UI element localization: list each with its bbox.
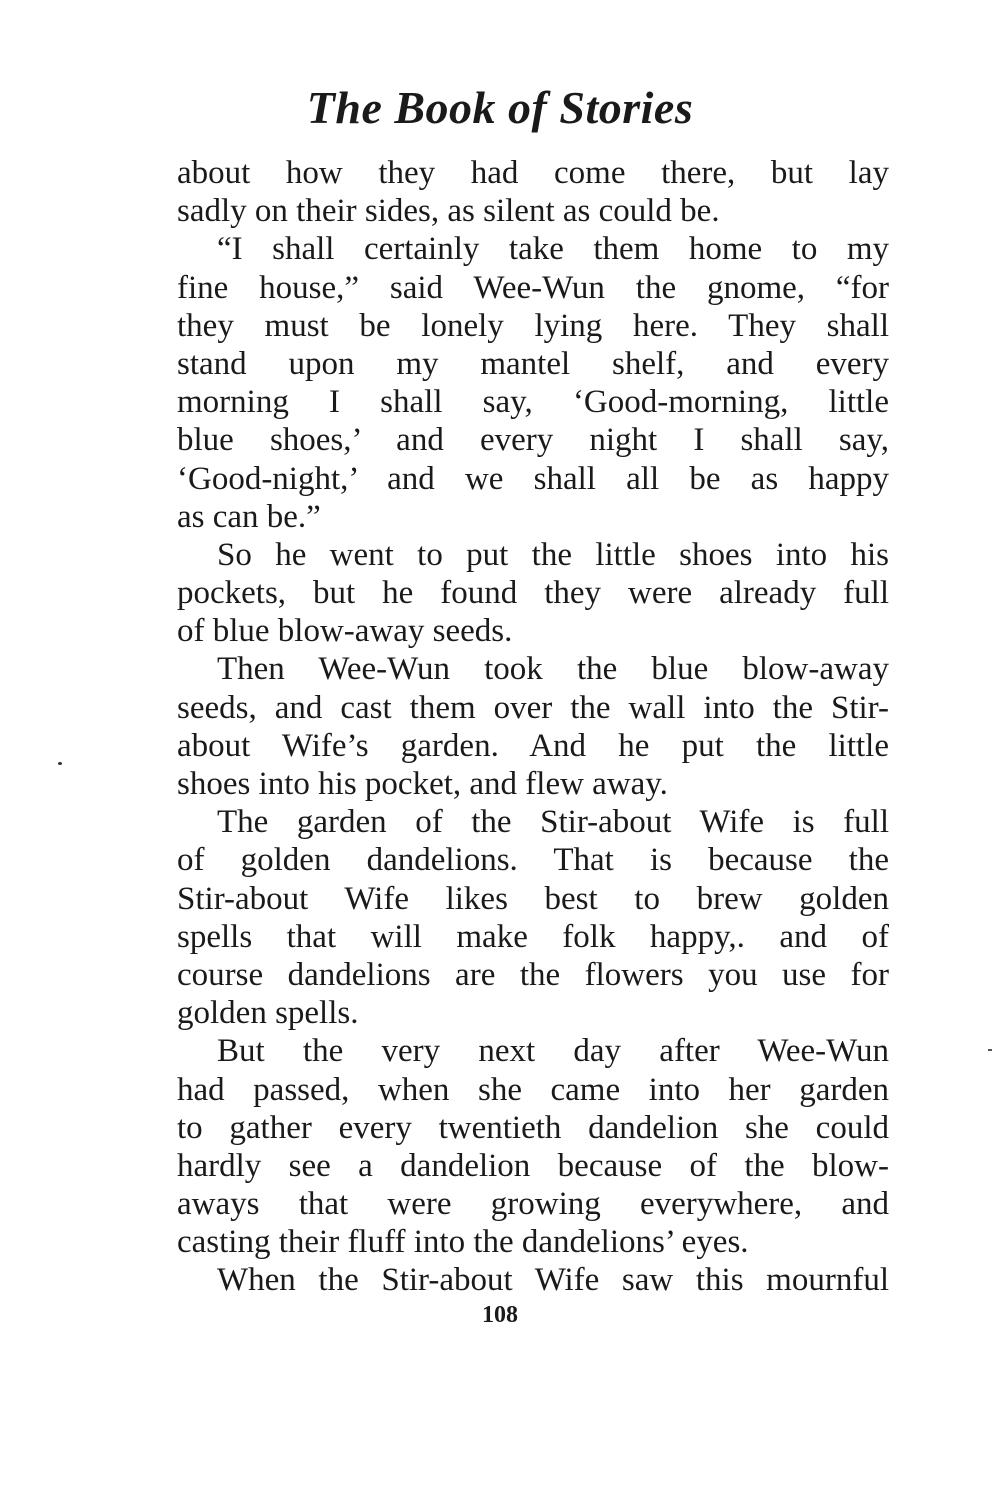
text-line: of golden dandelions. That is because the [177,842,889,879]
running-title: The Book of Stories [306,82,694,133]
text-line: to gather every twentieth dandelion she could [177,1109,889,1146]
text-line: stand upon my mantel shelf, and every [177,345,889,382]
text-line: Then Wee-Wun took the blue blow-away [217,651,889,688]
text-line: morning I shall say, ‘Good-morning, little [177,384,889,421]
page-number: 108 [482,1302,518,1328]
text-line: course dandelions are the flowers you use for [177,956,889,993]
paragraph [177,154,889,230]
text-line: So he went to put the little shoes into his [217,536,889,573]
text-line: casting their fluff into the dandelions’ eyes. [177,1224,749,1261]
text-line: Stir-about Wife likes best to brew golden [177,880,889,917]
text-line: “I shall certainly take them home to my [217,231,889,268]
text-line: about Wife’s garden. And he put the little [177,727,889,764]
text-line: fine house,” said Wee-Wun the gnome, “for [177,269,889,306]
paragraph [177,1032,889,1261]
text-line: pockets, but he found they were already full [177,575,889,612]
text-line: about how they had come there, but lay [177,155,889,191]
text-line: ‘Good-night,’ and we shall all be as happy [177,460,889,497]
text-line: golden spells. [177,995,359,1032]
text-line: aways that were growing everywhere, and [177,1186,889,1223]
text-line: spells that will make folk happy,. and of [177,918,889,955]
scan-speck [58,762,62,765]
scan-speck [988,1049,992,1051]
body-text [177,154,889,1300]
text-line: sadly on their sides, as silent as could be. [177,193,720,230]
paragraph [177,650,889,803]
text-line: The garden of the Stir-about Wife is full [217,804,889,841]
text-line: When the Stir-about Wife saw this mournful [217,1262,889,1299]
text-line: shoes into his pocket, and flew away. [177,766,668,802]
text-line: hardly see a dandelion because of the blow- [177,1147,889,1184]
text-line: blue shoes,’ and every night I shall say, [177,422,889,459]
paragraph [177,1261,889,1299]
paragraph [177,803,889,1032]
text-line: had passed, when she came into her garden [177,1071,889,1108]
text-line: as can be.” [177,498,321,535]
text-line: of blue blow-away seeds. [177,613,513,650]
paragraph [177,536,889,651]
paragraph [177,230,889,536]
text-line: they must be lonely lying here. They shall [177,307,889,344]
text-line: But the very next day after Wee-Wun [217,1033,889,1070]
text-line: seeds, and cast them over the wall into the Stir- [177,689,889,726]
